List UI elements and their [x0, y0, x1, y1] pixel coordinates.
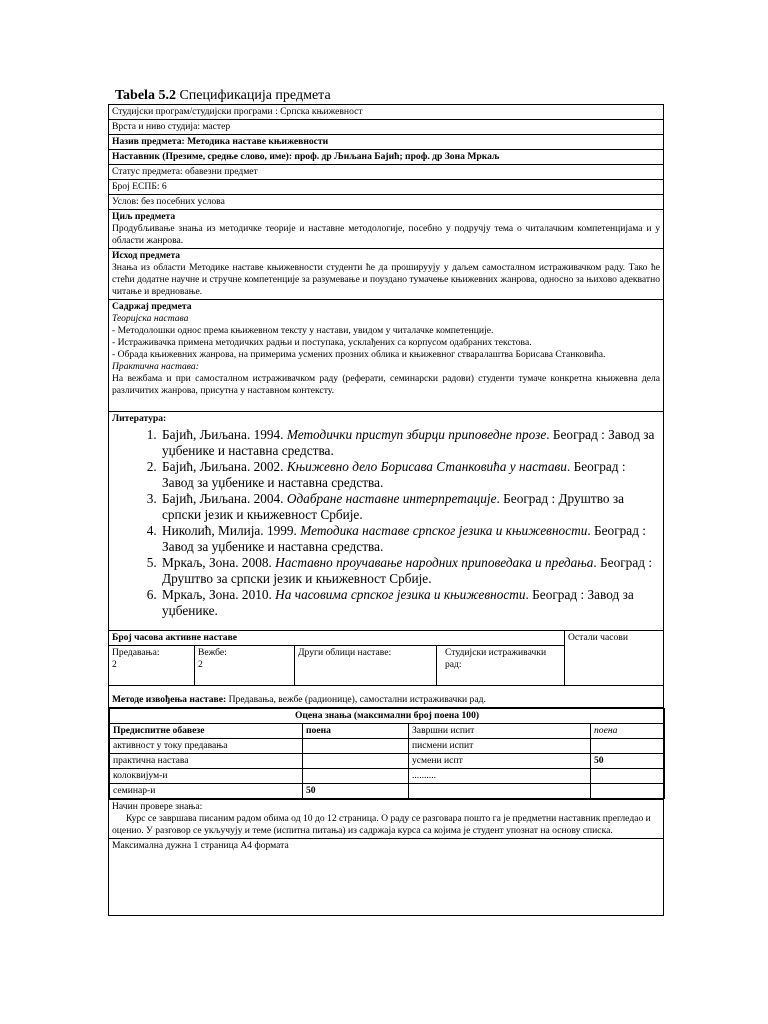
- table-row: практична настава усмени испт 50: [110, 754, 665, 769]
- outcome-heading: Исход предмета: [112, 250, 181, 261]
- research-cell: Студијски истраживачки рад:: [437, 646, 565, 686]
- status-row: Статус предмета: обавезни предмет: [109, 165, 664, 180]
- literature-section: [109, 412, 664, 631]
- exercises-cell: [195, 646, 295, 686]
- literature-item: 5. Мркаљ, Зона. 2008. Наставно проучавање народних приповедака и предања. Београд : Друштво за српски језик и књижевност Србије.: [160, 555, 660, 587]
- level-row: Врста и ниво студија: мастер: [109, 120, 664, 135]
- grading-heading: Оцена знања (максимални број поена 100): [110, 709, 665, 724]
- literature-list: [112, 427, 660, 619]
- table-row: семинар-и 50: [110, 784, 665, 799]
- course-specification-table: [108, 104, 664, 916]
- exercises-label: Вежбе:: [198, 647, 227, 658]
- grading-col-pre-exam: Предиспитне обавезе: [110, 724, 303, 739]
- literature-item: 1. Бајић, Љиљана. 1994. Методички приступ збирци приповедне прозе. Београд : Завод за уџбенике и наставна средства.: [160, 427, 660, 459]
- course-name-row: Назив предмета: Методика наставе књижевности: [109, 135, 664, 150]
- knowledge-check-section: [109, 800, 664, 839]
- content-section: [109, 300, 664, 412]
- literature-item: 2. Бајић, Љиљана. 2002. Књижевно дело Борисава Станковића у настави. Београд : Завод за уџбенике и наставна средства.: [160, 459, 660, 491]
- grading-section: [109, 708, 664, 800]
- literature-item: 3. Бајић, Љиљана. 2004. Одабране наставне интерпретације. Београд : Друштво за српски језик и књижевност Србије.: [160, 491, 660, 523]
- footer-note: Максимална дужна 1 страница А4 формата: [109, 839, 664, 916]
- practice-text: На вежбама и при самосталном истраживачком раду (реферати, семинарски радови) студенти тумаче конкретна књижевна дела различитих жанрова, присутна у наставном контексту.: [112, 373, 661, 396]
- goal-section: [109, 210, 664, 249]
- theory-item: - Истраживачка примена методичких радњи и поступака, усклађених са корпусом одабраних текстова.: [112, 337, 532, 348]
- grading-col-final-exam: Завршни испит: [409, 724, 591, 739]
- theory-item: - Методолошки однос према књижевном тексту у настави, увидом у читалачке компетенције.: [112, 325, 494, 336]
- outcome-section: [109, 249, 664, 300]
- literature-item: 4. Николић, Милија. 1999. Методика наставе српског језика и књижевности. Београд : Завод за уџбенике и наставна средства.: [160, 523, 660, 555]
- methods-label: Методе извођења наставе:: [112, 694, 227, 705]
- knowledge-check-label: Начин провере знања:: [112, 801, 203, 812]
- table-number: Tabela 5.2: [115, 88, 176, 103]
- methods-row: [109, 686, 664, 708]
- table-row: активност у току предавања писмени испит: [110, 739, 665, 754]
- active-hours-heading: Број часова активне наставе: [109, 631, 565, 646]
- table-title: Спецификација предмета: [179, 88, 331, 103]
- table-row: колоквијум-и ..........: [110, 769, 665, 784]
- literature-heading: Литература:: [112, 413, 167, 424]
- outcome-text: Знања из области Методике наставе књижевности студенти ће да прошируују у даљем самосталном истраживачком раду. Тако ће стећи додатне научне и стручне компетенције за разумевање и поуздано тумачење књижевних жанрова, односно за њихово адекватно читање и вредновање.: [112, 262, 661, 297]
- teacher-row: Наставник (Презиме, средње слово, име): проф. др Љиљана Бајић; проф. др Зона Мркаљ: [109, 150, 664, 165]
- other-forms-cell: Други облици наставе:: [295, 646, 437, 686]
- table-caption: [115, 88, 331, 104]
- theory-item: - Обрада књижевних жанрова, на примерима усмених прозних облика и књижевног стваралаштва Борисава Станковића.: [112, 349, 606, 360]
- grading-table: [109, 708, 665, 799]
- grading-col-points-final: поена: [591, 724, 665, 739]
- knowledge-check-text: Курс се завршава писаним радом обима од 10 до 12 страница. О раду се разговара пошто га је предметни наставник прегледао и оценио. У разговор се укључују и теме (испитна питања) из садржаја курса са којима је студент упознат на основу списка.: [112, 813, 651, 836]
- program-row: Студијски програм/студијски програми : Српска књижевност: [109, 105, 664, 120]
- goal-heading: Циљ предмета: [112, 211, 176, 222]
- methods-text: Предавања, вежбе (радионице), самостални истраживачки рад.: [226, 694, 486, 705]
- lectures-value: 2: [112, 659, 117, 670]
- other-hours-cell: Остали часови: [565, 631, 664, 686]
- ects-row: Број ЕСПБ: 6: [109, 180, 664, 195]
- lectures-label: Предавања:: [112, 647, 160, 658]
- condition-row: Услов: без посебних услова: [109, 195, 664, 210]
- literature-item: 6. Мркаљ, Зона. 2010. На часовима српског језика и књижевности. Београд : Завод за уџбенике.: [160, 587, 660, 619]
- exercises-value: 2: [198, 659, 203, 670]
- grading-col-points: поена: [303, 724, 409, 739]
- practice-label: Практична настава:: [112, 361, 199, 372]
- content-heading: Садржај предмета: [112, 301, 192, 312]
- lectures-cell: [109, 646, 195, 686]
- theory-label: Теоријска настава: [112, 313, 189, 324]
- goal-text: Продубљивање знања из методичке теорије и наставне методологије, посебно у подручју тема о читалачким компетенцијама и у области жанрова.: [112, 223, 661, 246]
